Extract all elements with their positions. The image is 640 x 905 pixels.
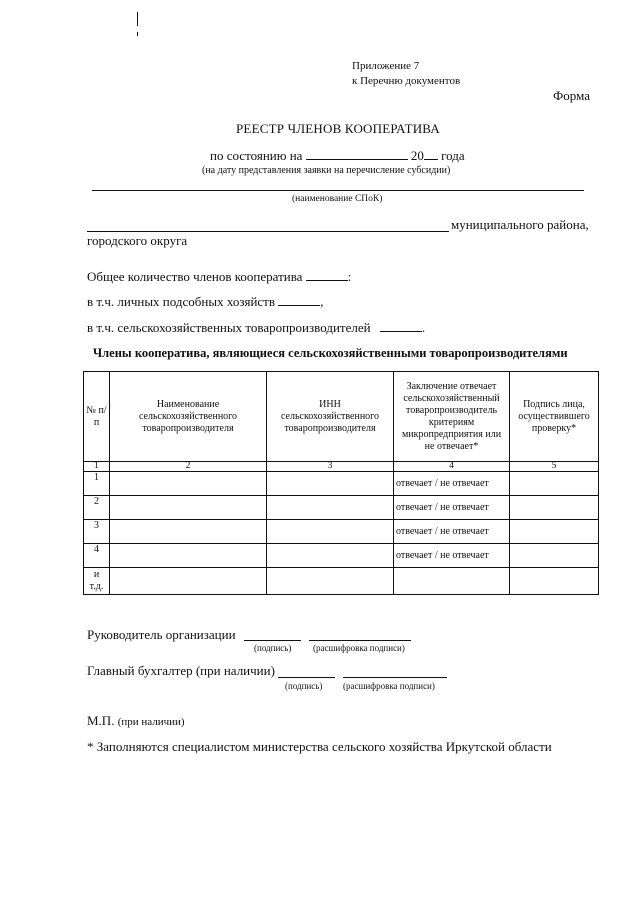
year-suffix: года (441, 148, 465, 163)
year-prefix: 20 (410, 148, 424, 163)
column-number: 3 (267, 462, 394, 472)
appendix-reference: к Перечню документов (352, 75, 461, 87)
stamp-label: М.П. (87, 713, 115, 728)
members-table (83, 371, 599, 595)
region-line (87, 231, 449, 232)
producers-label: в т.ч. сельскохозяйственных товаропроизводителей (87, 320, 371, 335)
head-decode-caption: (расшифровка подписи) (313, 643, 405, 653)
table-header-row (84, 372, 599, 462)
signature-cell[interactable] (510, 496, 599, 520)
total-members-line: Общее количество членов кооператива : (87, 269, 352, 284)
year-blank (424, 148, 438, 160)
municipal-label: муниципального района, (451, 217, 589, 232)
accountant-decode-caption: (расшифровка подписи) (343, 681, 435, 691)
producer-name-cell[interactable] (110, 568, 267, 595)
table-row (84, 472, 599, 496)
accountant-signature-line (278, 677, 335, 678)
signature-cell[interactable] (510, 520, 599, 544)
stamp-note: (при наличии) (117, 716, 185, 728)
column-header: Наименование сельскохозяйственного товаропроизводителя (110, 372, 267, 462)
accountant-signature-caption: (подпись) (285, 681, 323, 691)
conclusion-cell[interactable] (394, 568, 510, 595)
footnote: * Заполняются специалистом министерства сельского хозяйства Иркутской области (87, 739, 552, 754)
accountant-decode-line (343, 677, 447, 678)
head-signature-line (244, 640, 301, 641)
as-of-line (210, 148, 465, 164)
scan-mark (137, 32, 138, 36)
accountant-signature-label: Главный бухгалтер (при наличии) (87, 663, 275, 678)
personal-farms-label: в т.ч. личных подсобных хозяйств (87, 294, 275, 309)
page-title: РЕЕСТР ЧЛЕНОВ КООПЕРАТИВА (236, 121, 440, 136)
row-number: 1 (84, 472, 110, 496)
etc-label: и т.д. (84, 568, 110, 595)
total-members-label: Общее количество членов кооператива (87, 269, 303, 284)
signature-cell[interactable] (510, 568, 599, 595)
producers-blank (380, 320, 422, 332)
as-of-label: по состоянию на (210, 148, 303, 163)
org-name-line (92, 190, 584, 191)
producer-name-cell[interactable] (110, 544, 267, 568)
inn-cell[interactable] (267, 472, 394, 496)
column-number: 4 (394, 462, 510, 472)
table-row (84, 544, 599, 568)
date-blank (306, 148, 408, 160)
table-row (84, 496, 599, 520)
table-row (84, 520, 599, 544)
head-signature-label: Руководитель организации (87, 627, 236, 642)
conclusion-cell: отвечает / не отвечает (394, 496, 510, 520)
column-number: 1 (84, 462, 110, 472)
conclusion-cell: отвечает / не отвечает (394, 472, 510, 496)
appendix-number: Приложение 7 (352, 60, 420, 72)
inn-cell[interactable] (267, 520, 394, 544)
scan-mark (137, 12, 138, 26)
head-signature-caption: (подпись) (254, 643, 292, 653)
inn-cell[interactable] (267, 544, 394, 568)
signature-cell[interactable] (510, 472, 599, 496)
conclusion-cell: отвечает / не отвечает (394, 520, 510, 544)
personal-farms-blank (278, 294, 320, 306)
personal-farms-line: в т.ч. личных подсобных хозяйств , (87, 294, 324, 309)
column-header: № п/п (84, 372, 110, 462)
producer-name-cell[interactable] (110, 520, 267, 544)
inn-cell[interactable] (267, 496, 394, 520)
producer-name-cell[interactable] (110, 496, 267, 520)
stamp-line (87, 713, 185, 729)
row-number: 3 (84, 520, 110, 544)
total-members-blank (306, 269, 348, 281)
org-name-caption: (наименование СПоК) (292, 194, 383, 204)
column-number-row (84, 462, 599, 472)
conclusion-cell: отвечает / не отвечает (394, 544, 510, 568)
column-header: Заключение отвечает сельскохозяйственный товаропроизводитель критериям микропредприятия или не отвечает* (394, 372, 510, 462)
date-note: (на дату представления заявки на перечисление субсидии) (202, 165, 451, 176)
inn-cell[interactable] (267, 568, 394, 595)
table-heading: Члены кооператива, являющиеся сельскохозяйственными товаропроизводителями (93, 346, 568, 360)
form-label: Форма (553, 88, 590, 103)
head-decode-line (309, 640, 411, 641)
column-number: 5 (510, 462, 599, 472)
column-number: 2 (110, 462, 267, 472)
row-number: 4 (84, 544, 110, 568)
signature-cell[interactable] (510, 544, 599, 568)
column-header: Подпись лица, осуществившего проверку* (510, 372, 599, 462)
producers-line: в т.ч. сельскохозяйственных товаропроизводителей . (87, 320, 426, 335)
row-number: 2 (84, 496, 110, 520)
table-row-etc (84, 568, 599, 595)
urban-label: городского округа (87, 233, 188, 248)
producer-name-cell[interactable] (110, 472, 267, 496)
column-header: ИНН сельскохозяйственного товаропроизводителя (267, 372, 394, 462)
